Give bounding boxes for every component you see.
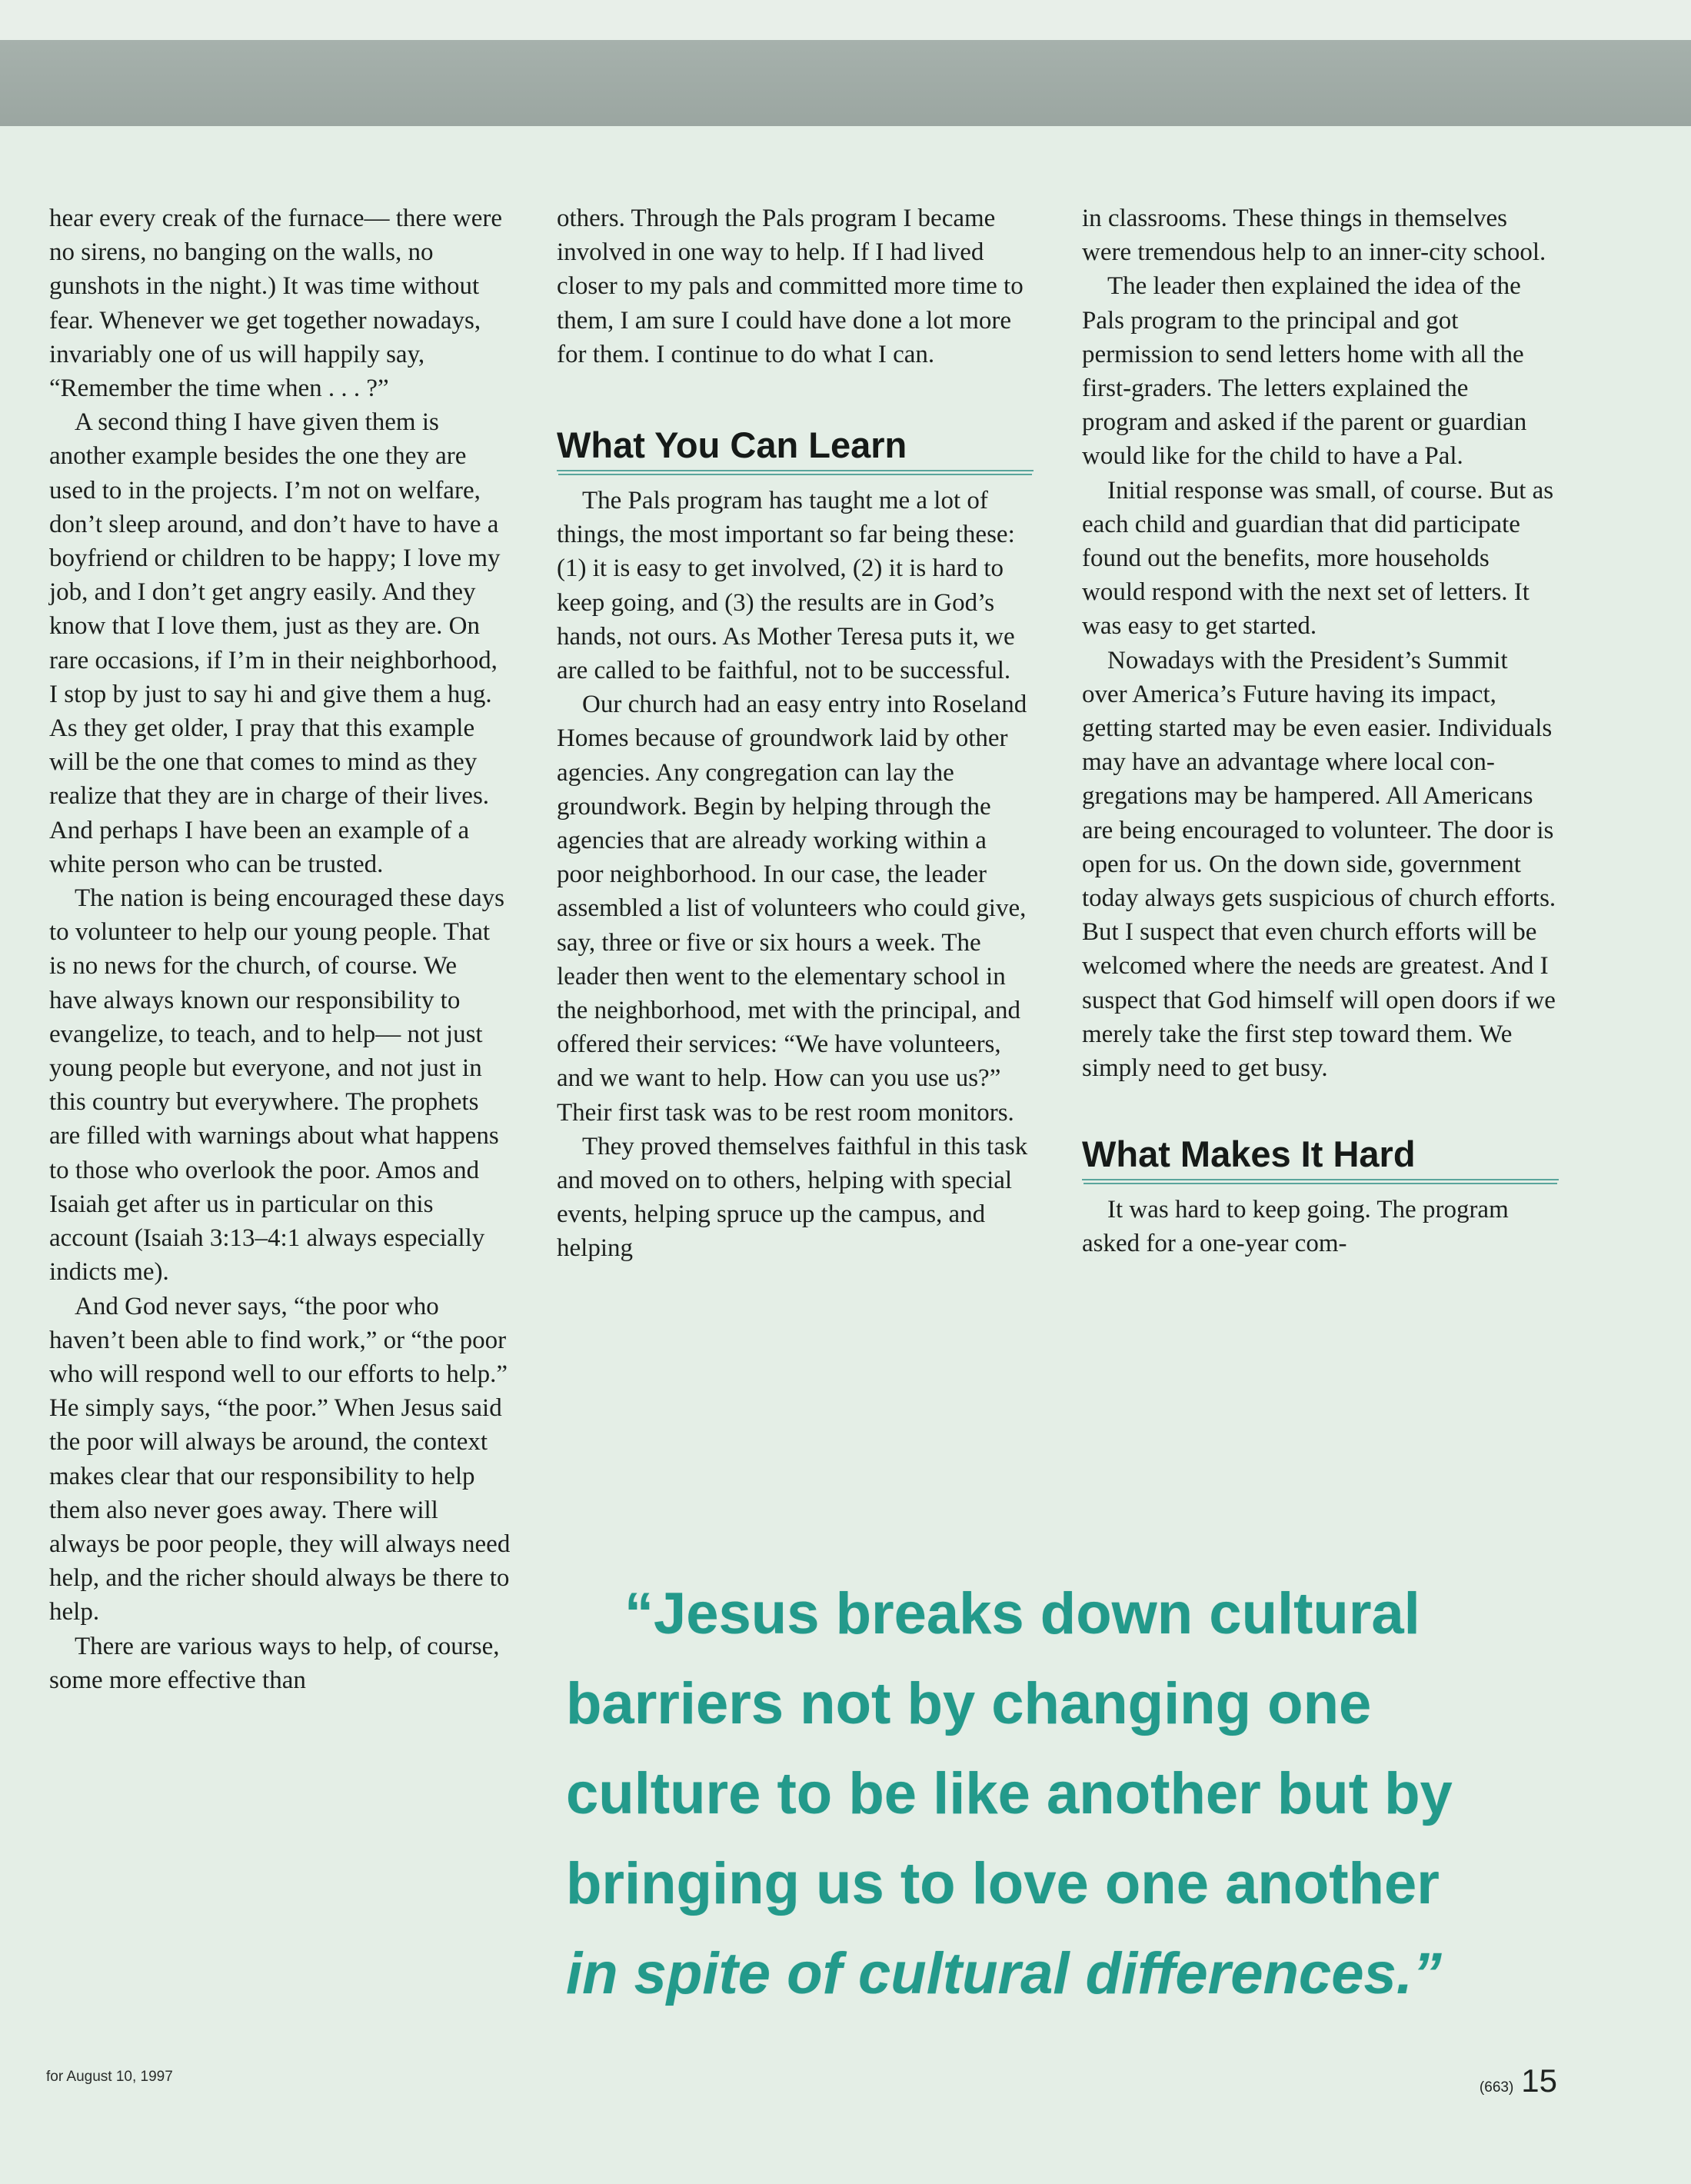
section-heading-what-makes-it-hard: What Makes It Hard (1082, 1134, 1559, 1180)
body-paragraph: hear every creak of the furnace— there were no sirens, no banging on the walls, no gunshots in the night.) It was time without fear. Whenever we get together nowadays, invariably one of us will happily say, “Remember the time when . . . ?” (49, 205, 503, 403)
article-column-2 (557, 201, 1034, 1266)
body-paragraph: There are various ways to help, of course, some more effective than (49, 1632, 500, 1694)
header-band (0, 40, 1691, 126)
body-paragraph: Our church had an easy entry into Roseland Homes because of groundwork laid by other agencies. Any congregation can lay the groundwork. Begin by helping through the agencies that are already working within a poor neighborhood. In our case, the leader assembled a list of volunteers who could give, say, three or five or six hours a week. The leader then went to the elementary school in the neighborhood, met with the principal, and offered their services: “We have volunteers, and we want to help. How can you use us?” Their first task was to be rest room monitors. (557, 691, 1027, 1127)
pull-quote-line: bringing us to love one another (566, 1851, 1440, 1916)
body-paragraph: Nowadays with the President’s Summit over America’s Future having its impact, getting started may be even easier. Individuals may have an advantage where local congregations may be hampered. All Americans are being encouraged to volunteer. The door is open for us. On the down side, government today always gets suspicious of church efforts. But I suspect that even church efforts will be welcomed where the needs are greatest. And I suspect that God himself will open doors if we merely take the first step toward them. We simply need to get busy. (1082, 646, 1556, 1083)
body-paragraph: in classrooms. These things in themselves were tremendous help to an inner-city school. (1082, 205, 1546, 267)
body-paragraph: The Pals program has taught me a lot of things, the most important so far being these: (1) it is easy to get involved, (2) it is hard to keep going, and (3) the results are in God’s hands, not ours. As Mother Teresa puts it, we are called to be faithful, not to be successful. (557, 487, 1015, 685)
page-number: 15 (1521, 2062, 1557, 2099)
article-column-1 (49, 201, 511, 1697)
pull-quote-line: “Jesus breaks down cultural (624, 1581, 1420, 1646)
body-paragraph: A second thing I have given them is another example besides the one they are used to in the projects. I’m not on welfare, don’t sleep around, and don’t have to have a boyfriend or children to be happy; I love my job, and I don’t get angry easily. And they know that I love them, just as they are. On rare occasions, if I’m in their neighborhood, I stop by just to say hi and give them a hug. As they get older, I pray that this example will be the one that comes to mind as they realize that they are in charge of their lives. And perhaps I have been an example of a white person who can be trusted. (49, 408, 501, 878)
page-top-margin (0, 0, 1691, 40)
body-paragraph: The nation is being encouraged these days to volunteer to help our young people. That is no news for the church, of course. We have always known our responsibility to evangelize, to teach, and to help— not just young people but everyone, and not just in this country but everywhere. The prophets are filled with warnings about what happens to those who overlook the poor. Amos and Isaiah get after us in particular on this account (Isaiah 3:13–4:1 always especially indicts me). (49, 884, 504, 1287)
footer-page-code: (663) (1479, 2079, 1514, 2096)
footer-issue-date: for August 10, 1997 (46, 2069, 173, 2085)
body-paragraph: others. Through the Pals program I became involved in one way to help. If I had lived closer to my pals and committed more time to them, I am sure I could have done a lot more for them. I continue to do what I can. (557, 205, 1024, 368)
pull-quote-italic-line: in spite of cultural differences.” (566, 1941, 1442, 2006)
pull-quote-line: barriers not by changing one (566, 1671, 1372, 1736)
pull-quote-line: culture to be like another but by (566, 1761, 1453, 1826)
article-column-3 (1082, 201, 1559, 1261)
body-paragraph: They proved themselves faithful in this task and moved on to others, helping with special events, helping spruce up the campus, and helping (557, 1132, 1028, 1263)
body-paragraph: Initial response was small, of course. But as each child and guardian that did participate found out the benefits, more households would respond with the next set of letters. It was easy to get started. (1082, 476, 1554, 641)
footer-page-marker (1480, 2062, 1557, 2099)
body-paragraph: The leader then explained the idea of the Pals program to the principal and got permission to send letters home with all the first-graders. The letters explained the program and asked if the parent or guardian would like for the child to have a Pal. (1082, 272, 1527, 471)
body-paragraph: And God never says, “the poor who haven’t been able to find work,” or “the poor who will respond well to our efforts to help.” He simply says, “the poor.” When Jesus said the poor will always be around, the context makes clear that our responsibility to help them also never goes away. There will always be poor people, they will always need help, and the richer should always be there to help. (49, 1292, 511, 1626)
pull-quote (566, 1569, 1581, 2019)
body-paragraph: It was hard to keep going. The program asked for a one-year com- (1082, 1196, 1509, 1258)
section-heading-what-you-can-learn: What You Can Learn (557, 425, 1034, 471)
